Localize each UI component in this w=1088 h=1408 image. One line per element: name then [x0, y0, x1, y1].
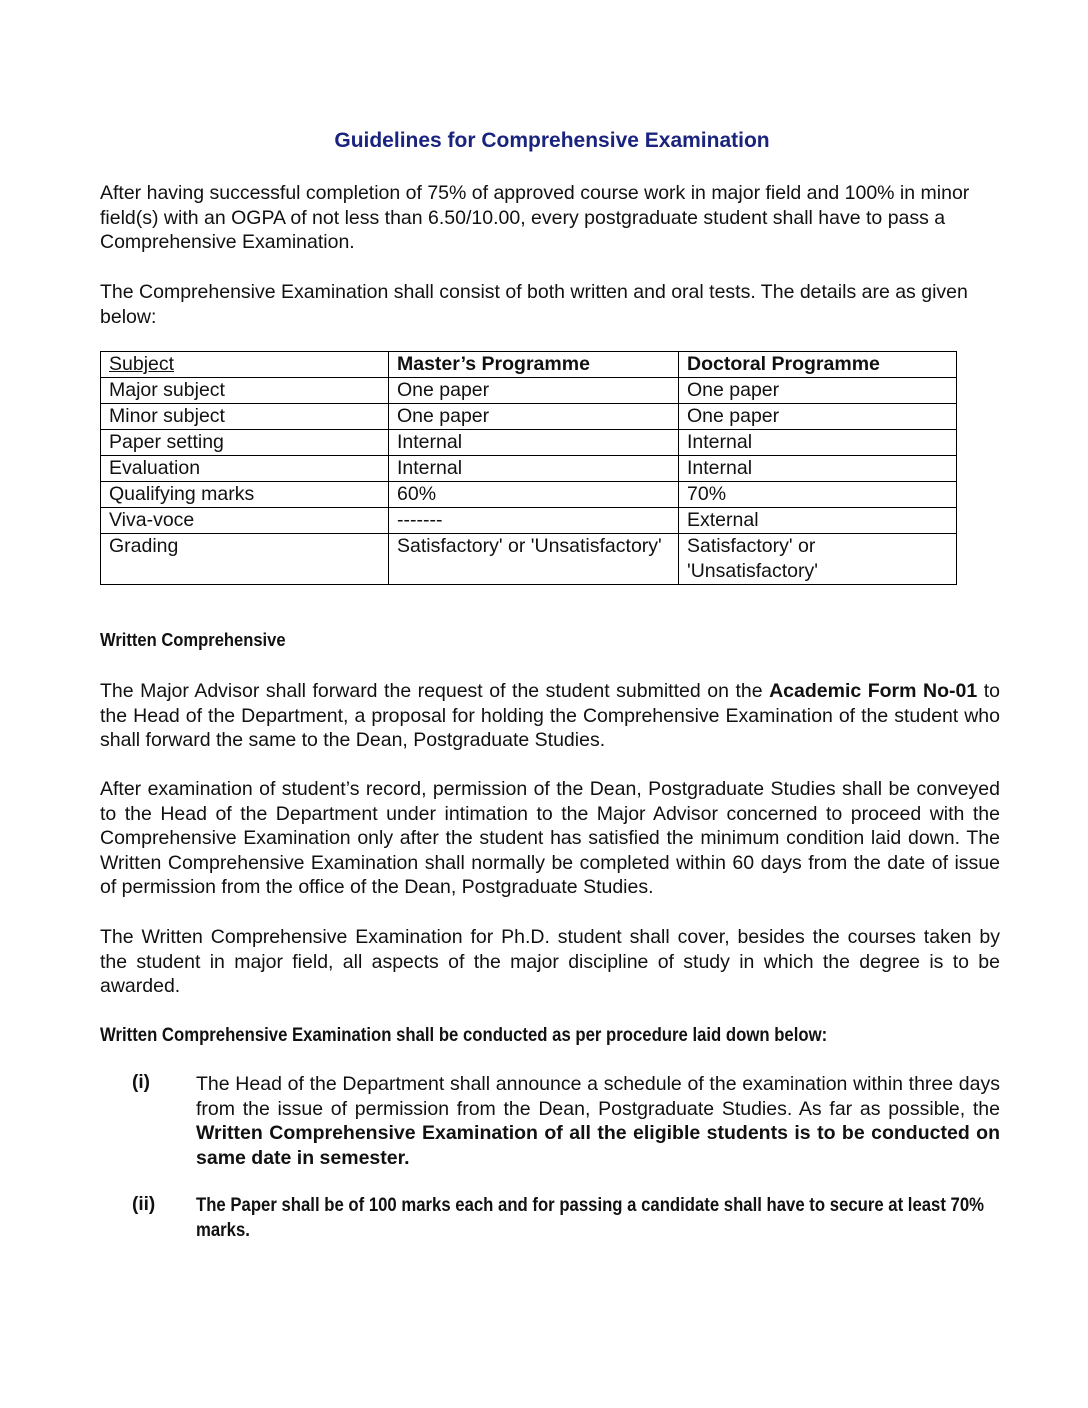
table-cell: Paper setting: [101, 430, 389, 456]
procedure-heading: Written Comprehensive Examination shall be conducted as per procedure laid down below:: [100, 1025, 828, 1046]
table-cell: Internal: [679, 456, 957, 482]
table-cell: Grading: [101, 534, 389, 585]
table-row: [101, 482, 957, 508]
procedure-item-1-emphasis: Written Comprehensive Examination of all the eligible students is to be conducted on same date in semester.: [196, 1122, 1000, 1169]
table-header-row: [101, 352, 957, 378]
table-header-cell: Subject: [101, 352, 389, 378]
table-row: [101, 534, 957, 585]
table-cell: Evaluation: [101, 456, 389, 482]
intro-paragraph-2: The Comprehensive Examination shall consist of both written and oral tests. The details are as given below:: [100, 281, 968, 328]
table-row: [101, 430, 957, 456]
table-cell: One paper: [389, 404, 679, 430]
procedure-item-text: [196, 1072, 1000, 1170]
table-cell: 60%: [389, 482, 679, 508]
table-cell: Viva-voce: [101, 508, 389, 534]
table-cell: 70%: [679, 482, 957, 508]
table-cell: One paper: [389, 378, 679, 404]
procedure-item-1-start: The Head of the Department shall announce a schedule of the examination within three days from the issue of permission from the Dean, Postgraduate Studies. As far as possible, the: [196, 1073, 1000, 1120]
table-row: [101, 508, 957, 534]
table-cell: Satisfactory' or 'Unsatisfactory': [389, 534, 679, 585]
intro-paragraph-1: After having successful completion of 75% of approved course work in major field and 100% in minor field(s) with an OGPA of not less than 6.50/10.00, every postgraduate student shall have to pass a Comprehensive Examination.: [100, 182, 970, 253]
written-paragraph-1-start: The Major Advisor shall forward the request of the student submitted on the: [100, 680, 770, 702]
procedure-item-number: (ii): [132, 1194, 156, 1215]
table-cell: Major subject: [101, 378, 389, 404]
table-cell: Satisfactory' or 'Unsatisfactory': [679, 534, 957, 585]
procedure-item-text: The Paper shall be of 100 marks each and for passing a candidate shall have to secure at least 70% marks.: [196, 1195, 985, 1241]
table-cell: -------: [389, 508, 679, 534]
written-comprehensive-heading: Written Comprehensive: [100, 630, 286, 650]
table-cell: One paper: [679, 378, 957, 404]
procedure-item-number: (i): [132, 1072, 150, 1093]
table-cell: Minor subject: [101, 404, 389, 430]
table-row: [101, 404, 957, 430]
examination-table: [100, 351, 957, 585]
written-paragraph-3: The Written Comprehensive Examination for Ph.D. student shall cover, besides the courses taken by the student in major field, all aspects of the major discipline of study in which the degree is to be awarded.: [100, 926, 1000, 997]
written-paragraph-1-end: to the Head of the Department, a proposal for holding the Comprehensive Examination of the student who shall forward the same to the Dean, Postgraduate Studies.: [100, 680, 1000, 751]
table-row: [101, 378, 957, 404]
table-cell: Internal: [389, 456, 679, 482]
table-cell: External: [679, 508, 957, 534]
table-header-cell: Master’s Programme: [389, 352, 679, 378]
academic-form-reference: Academic Form No-01: [769, 680, 978, 702]
written-paragraph-1: [100, 679, 1000, 753]
written-paragraph-2: After examination of student’s record, permission of the Dean, Postgraduate Studies shall be conveyed to the Head of the Department under intimation to the Major Advisor concerned to proceed with the Comprehensive Examination only after the student has satisfied the minimum condition laid down. The Written Comprehensive Examination shall normally be completed within 60 days from the date of issue of permission from the office of the Dean, Postgraduate Studies.: [100, 778, 1000, 898]
table-cell: Internal: [389, 430, 679, 456]
table-cell: One paper: [679, 404, 957, 430]
table-row: [101, 456, 957, 482]
page-title: Guidelines for Comprehensive Examination: [334, 129, 770, 152]
table-cell: Qualifying marks: [101, 482, 389, 508]
table-cell: Internal: [679, 430, 957, 456]
table-header-cell: Doctoral Programme: [679, 352, 957, 378]
